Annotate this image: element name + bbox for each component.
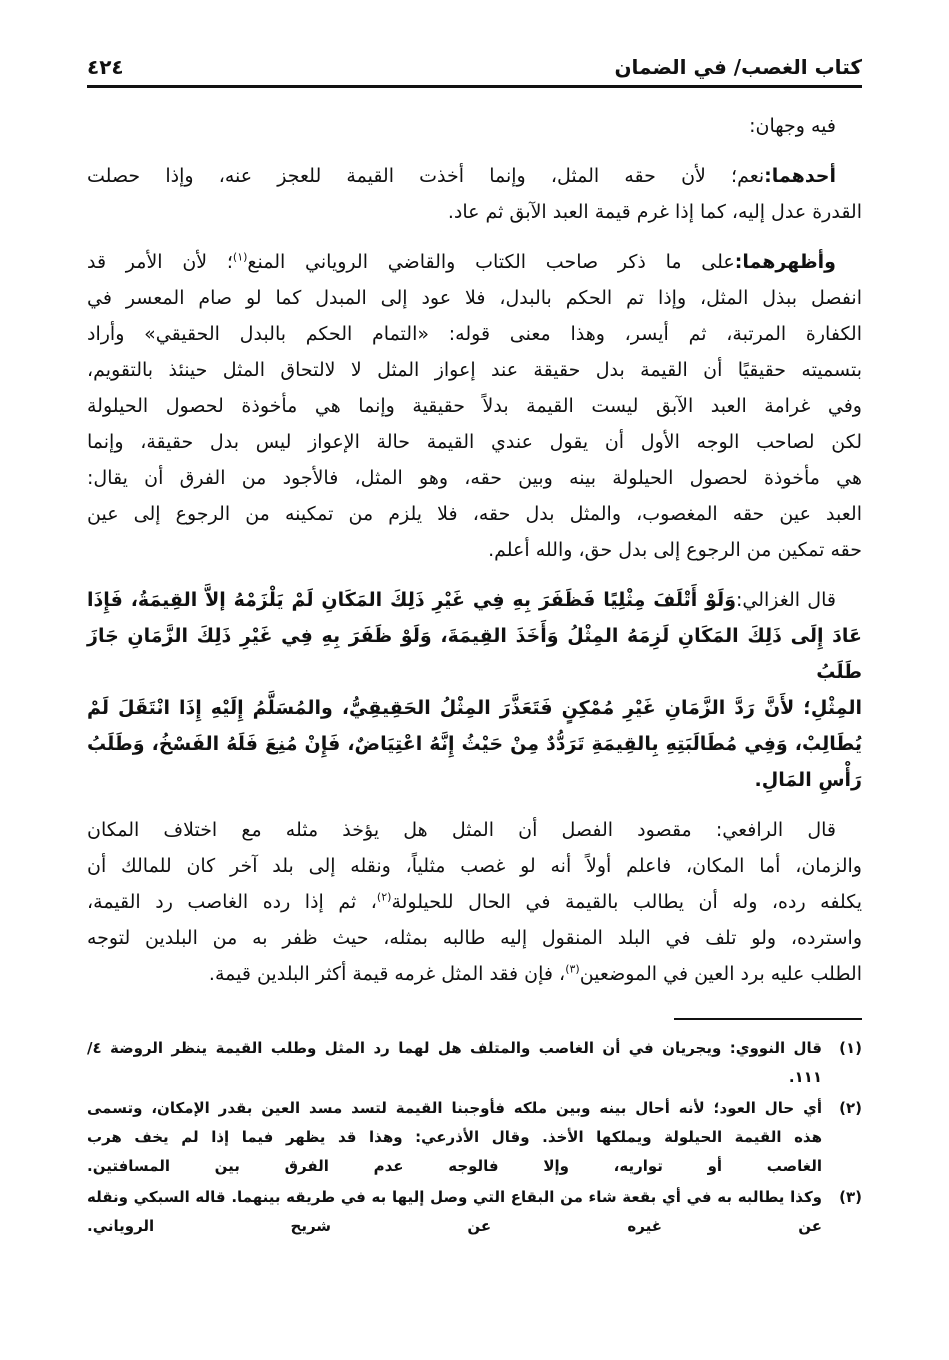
paragraph-lead: قال الغزالي:: [736, 589, 836, 611]
ghazali-line: [87, 582, 862, 618]
footnote-number: (٣): [839, 1188, 862, 1206]
footnote-number: (٢): [839, 1099, 862, 1117]
footnote-text: [87, 1183, 822, 1241]
paragraph-text: يكلفه رده، وله أن يطالب بالقيمة في الحال للحيلولة: [391, 891, 862, 913]
paragraph-2-line: هي مأخوذة لحصول الحيلولة بينه وبين حقه، وهو المثل، فالأجود من الفرق أن يقال:: [87, 467, 862, 489]
ghazali-line: رَأْسِ المَالِ.: [754, 769, 862, 791]
ghazali-paragraph: [87, 582, 862, 798]
footnote-ref: (١): [232, 250, 248, 264]
rafii-line: قال الرافعي: مقصود الفصل أن المثل هل يؤخذ مثله مع اختلاف المكان: [87, 819, 836, 841]
paragraph-lead: وأظهرهما:: [734, 251, 836, 273]
paragraph-text: وَلَوْ أَتْلَفَ مِثْلِيًا فَظَفَرَ بِهِ فِي غَيْرِ ذَلِكَ المَكَانِ لَمْ يَلْزَمْهُ إلاَّ القِيمَةُ، فَإِذَا: [87, 589, 736, 611]
paragraph-2-line: بتسميته حقيقيًا أن القيمة بدل حقيقة عند إعواز المثل لا لالتحاق المثل حينئذ بالتقويم،: [87, 359, 862, 381]
paragraph-2-line: العبد عين حقه المغصوب، والمثل بدل حقه، فلا يلزم من تمكينه من الرجوع إلى عين: [87, 503, 862, 525]
footnote-number: (١): [839, 1039, 862, 1057]
paragraph-2-line: انفصل ببذل المثل، وإذا تم الحكم بالبدل، فلا عود إلى المبدل كما لو صام المعسر في: [87, 287, 862, 309]
paragraph-2-line: [87, 244, 862, 280]
paragraph-text: ، ثم إذا رده الغاصب رد القيمة،: [87, 891, 377, 913]
paragraph-2: [87, 244, 862, 568]
paragraph-2-line: الكفارة المرتبة، ثم أيسر، وهذا معنى قوله: «التمام الحكم بالبدل الحقيقي» وأراد: [87, 323, 862, 345]
ghazali-line: يُطَالِبْ، وَفِي مُطَالَبَتِهِ بِالقِيمَةِ تَرَدُّدٌ مِنْ حَيْثُ إِنَّهُ اعْتِيَاضٌ، فَإِنْ مُنِعَ فَلَهُ الفَسْخُ، وَطَلَبُ: [87, 733, 862, 755]
rafii-line: [87, 884, 862, 920]
footnote-line: الغاصب أو تواريه، وإلا فالوجه عدم الفرق بين المسافتين.: [87, 1157, 822, 1175]
paragraph-text: نعم؛ لأن حقه المثل، وإنما أخذت القيمة للعجز عنه، وإذا حصلت: [87, 165, 765, 187]
footnote-line: ١١١.: [788, 1068, 822, 1086]
footnote-line: وكذا يطالبه به في أي بقعة شاء من البقاع التي وصل إليها به في طريقه بينهما. قاله السبكي ونقله: [87, 1188, 822, 1206]
footnote-line: أي حال العود؛ لأنه أحال بينه وبين ملكه فأوجبنا القيمة لتسد مسد العين بقدر الإمكان، وتسمى: [87, 1099, 822, 1117]
footnote-rule: [674, 1018, 862, 1020]
rafii-paragraph: [87, 812, 862, 992]
paragraph-text: على ما ذكر صاحب الكتاب والقاضي الروياني المنع: [247, 251, 735, 273]
rafii-line: [87, 956, 862, 992]
ghazali-line: عَادَ إِلَى ذَلِكَ المَكَانِ لَزِمَهُ المِثْلُ وَأَخَذَ القِيمَةَ، وَلَوْ ظَفَرَ بِهِ فِي غَيْرِ ذَلِكَ الزَّمَانِ جَازَ طَلَبُ: [87, 625, 862, 683]
paragraph-lead: أحدهما:: [764, 165, 836, 187]
paragraph-1-line: القدرة عدل إليه، كما إذا غرم قيمة العبد الآبق ثم عاد.: [447, 201, 862, 223]
footnote-ref: (٣): [565, 962, 580, 976]
paragraph-text: ؛ لأن الأمر قد: [87, 251, 233, 273]
running-header: [87, 50, 862, 82]
paragraph-2-line: وفي غرامة العبد الآبق ليست القيمة بدلاً حقيقية وإنما هي مأخوذة لحصول الحيلولة: [87, 395, 862, 417]
footnote-text: [87, 1094, 822, 1181]
paragraph-text: ، فإن فقد المثل غرمه قيمة أكثر البلدين قيمة.: [208, 963, 566, 985]
paragraph-1-line: [87, 158, 862, 194]
footnote-3: [87, 1183, 862, 1241]
footnote-line: عن غيره عن شريح الروياني.: [87, 1217, 822, 1235]
page-number: ٤٢٤: [87, 55, 124, 79]
rafii-line: والزمان، أما المكان، فاعلم أولاً أنه لو غصب مثلياً، ونقله إلى بلد آخر كان للمالك أن: [87, 855, 862, 877]
paragraph-2-line: حقه تمكين من الرجوع إلى بدل حق، والله أعلم.: [488, 539, 862, 561]
footnote-ref: (٢): [376, 890, 392, 904]
paragraph-text: الطلب عليه برد العين في الموضعين: [579, 963, 862, 985]
footnote-text: [87, 1034, 822, 1092]
ghazali-line: المِثْلِ؛ لأَنَّ رَدَّ الزَّمَانِ غَيْرِ مُمْكِنٍ فَتَعَذَّرَ المِثْلُ الحَقِيقِيُّ، والمُسَلَّمُ إِلَيْهِ إِذَا انْتَقَلَ لَمْ: [87, 697, 862, 719]
footnote-line: قال النووي: ويجريان في أن الغاصب والمتلف هل لهما رد المثل وطلب القيمة ينظر الروضة ٤/: [87, 1039, 822, 1057]
running-header-title: كتاب الغصب/ في الضمان: [614, 55, 862, 79]
footnote-1: [87, 1034, 862, 1092]
paragraph-2-line: لكن لصاحب الوجه الأول أن يقول عندي القيمة حالة الإعواز ليس بدل حقيقة، وإنما: [87, 431, 862, 453]
intro-line: فيه وجهان:: [749, 115, 836, 137]
paragraph-1: [87, 158, 862, 230]
intro-paragraph: [87, 108, 862, 144]
footnote-2: [87, 1094, 862, 1181]
rafii-line: واسترده، ولو تلف في البلد المنقول إليه طالبه بمثله، حيث ظفر به من البلدين لتوجه: [87, 927, 862, 949]
footnote-line: هذه القيمة الحيلولة ويملكها الأخذ. وقال الأذرعي: وهذا قد يظهر فيما إذا لم يخف هرب: [87, 1128, 822, 1146]
header-rule: [87, 85, 862, 88]
